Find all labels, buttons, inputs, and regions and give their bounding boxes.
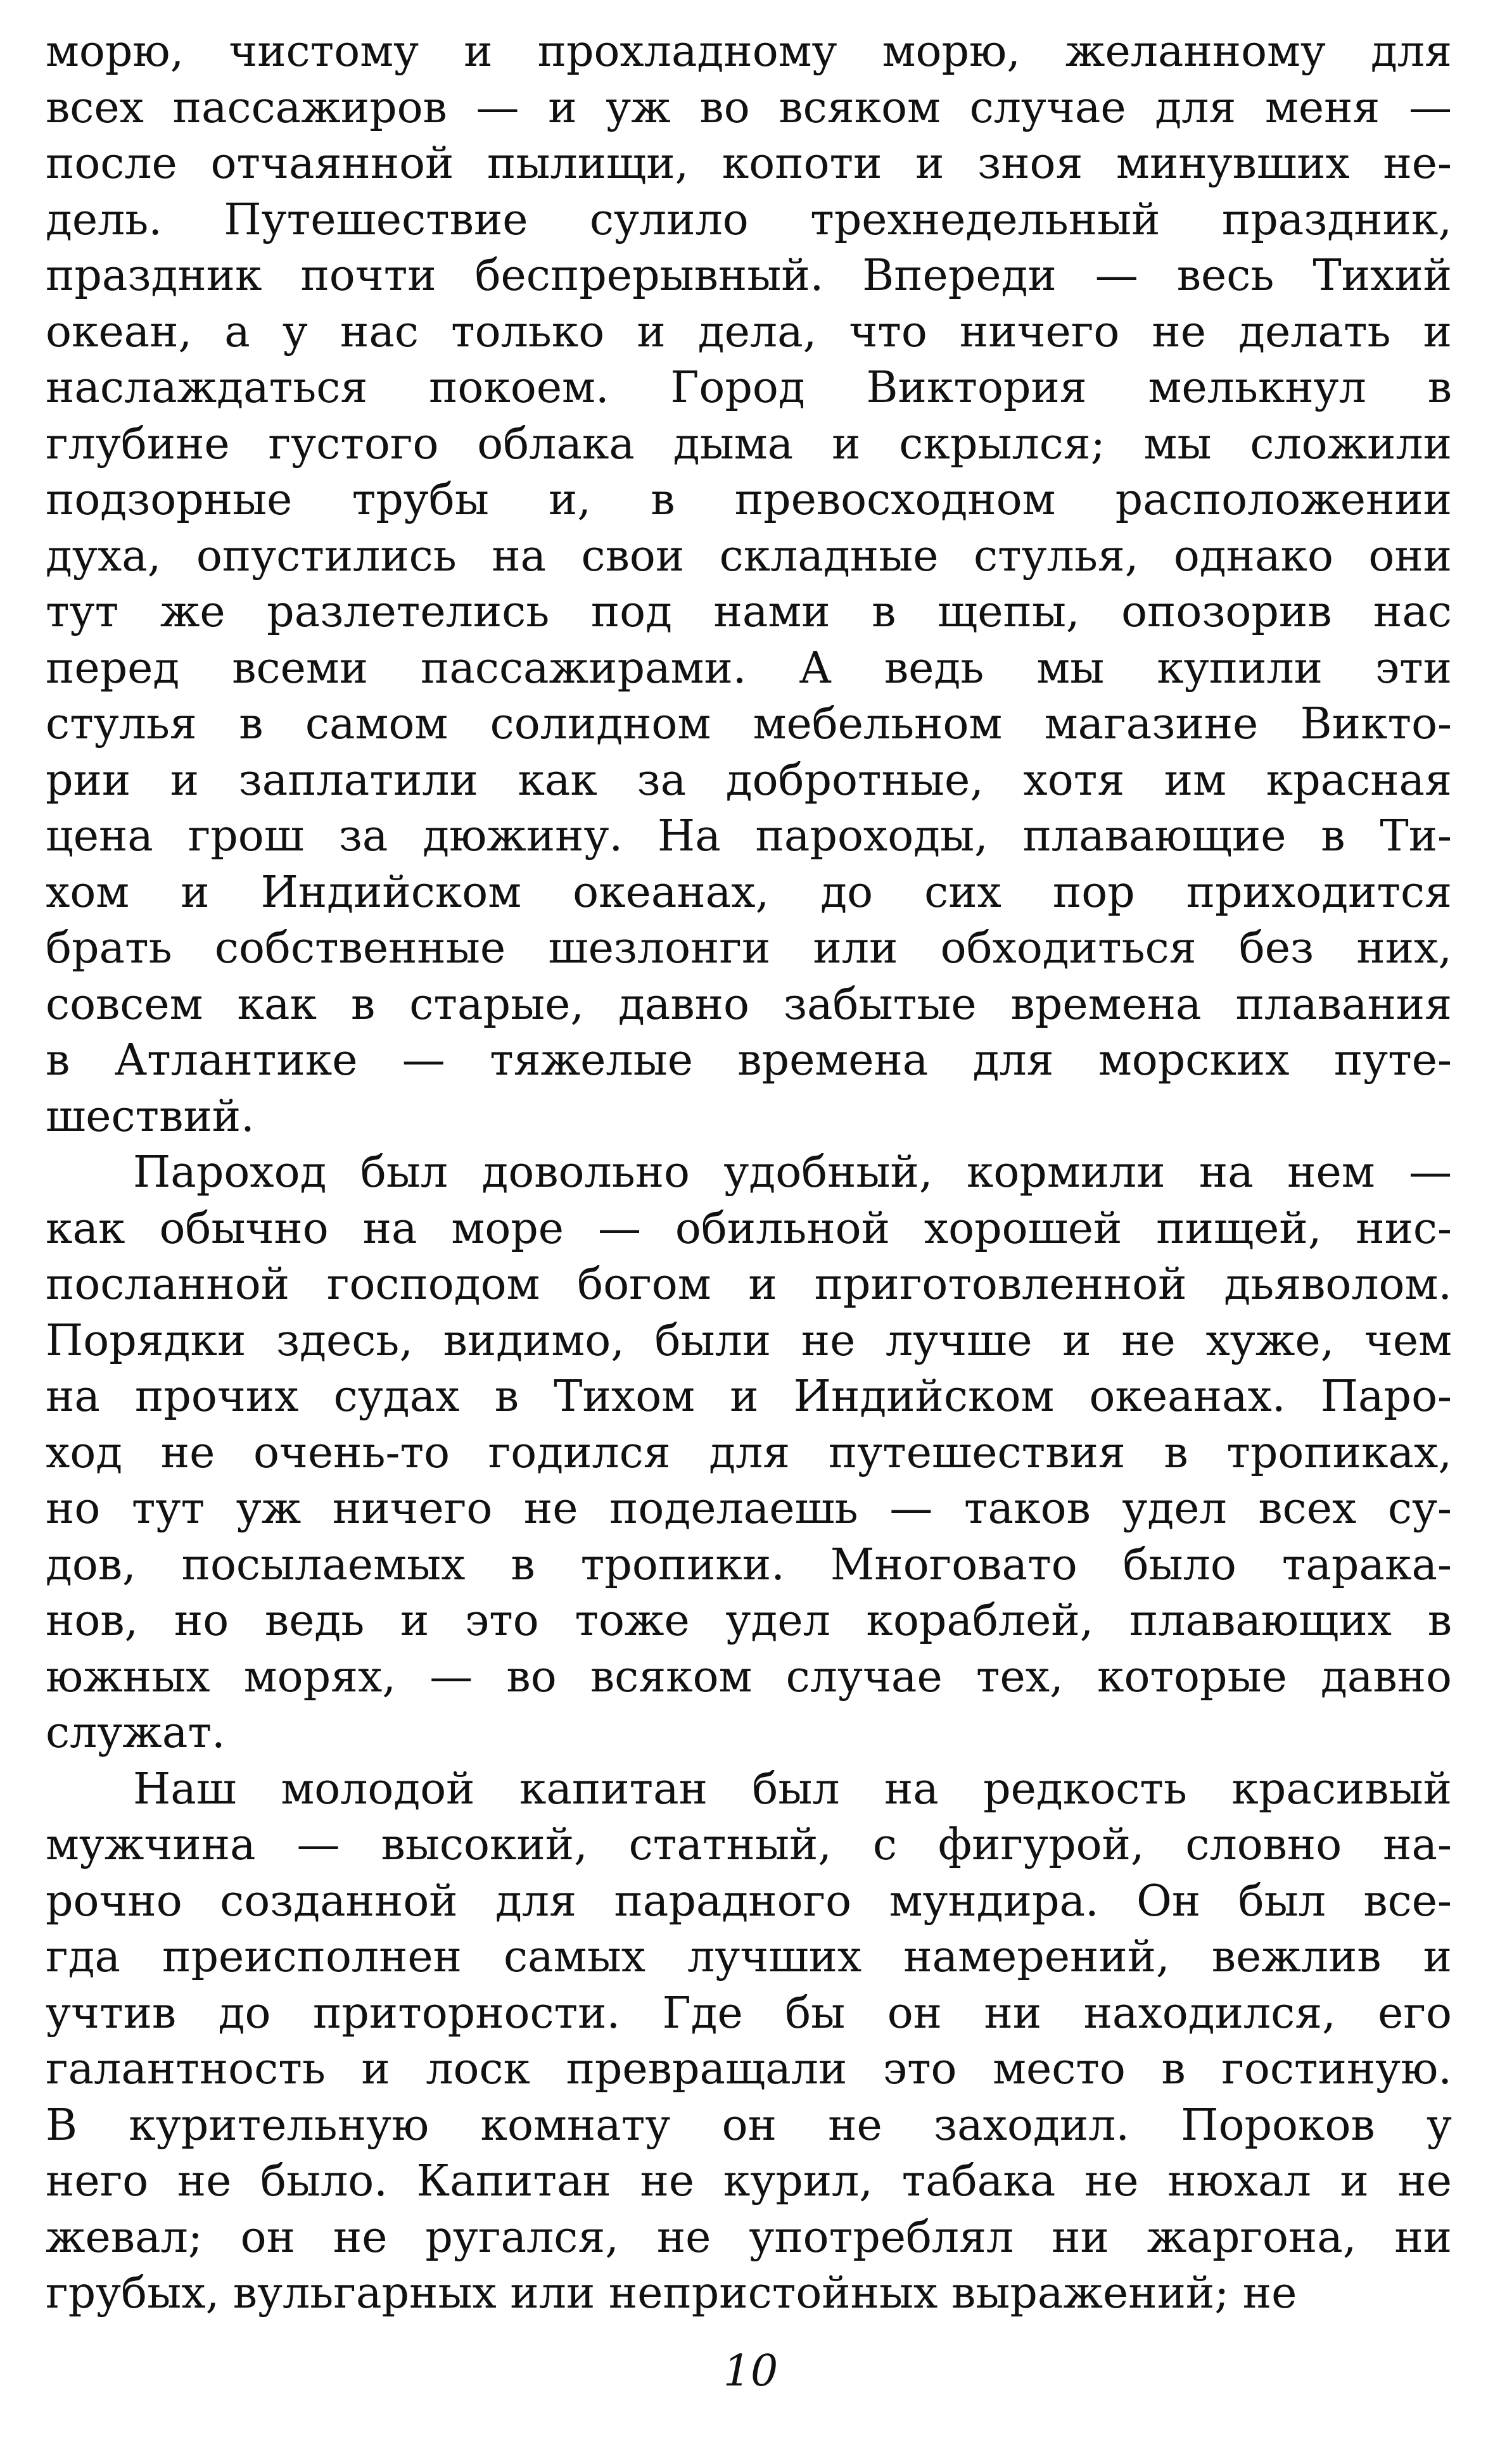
text-line: морю, чистому и прохладному морю, желанному для: [46, 27, 1452, 77]
body-text: [46, 24, 1452, 2322]
text-line: гда преисполнен самых лучших намерений, вежлив и: [46, 1932, 1452, 1982]
text-line: грубых, вульгарных или непристойных выражений; не: [46, 2268, 1297, 2318]
text-line: рочно созданной для парадного мундира. Он был все-: [46, 1876, 1452, 1926]
text-line: нов, но ведь и это тоже удел кораблей, плавающих в: [46, 1596, 1452, 1646]
text-line: в Атлантике — тяжелые времена для морских путе-: [46, 1035, 1452, 1085]
text-line: океан, а у нас только и дела, что ничего не делать и: [46, 306, 1452, 357]
page-number: 10: [723, 2346, 779, 2396]
text-line: служат.: [46, 1708, 226, 1758]
text-line: цена грош за дюжину. На пароходы, плавающие в Ти-: [46, 811, 1452, 861]
text-line: посланной господом богом и приготовленной дьяволом.: [46, 1260, 1452, 1310]
text-line: Порядки здесь, видимо, были не лучше и не хуже, чем: [46, 1315, 1452, 1366]
text-line: но тут уж ничего не поделаешь — таков удел всех су-: [46, 1484, 1452, 1534]
text-line: дель. Путешествие сулило трехнедельный праздник,: [46, 194, 1452, 245]
text-line: шествий.: [46, 1091, 255, 1142]
text-line: на прочих судах в Тихом и Индийском океанах. Паро-: [46, 1372, 1452, 1422]
text-line: всех пассажиров — и уж во всяком случае для меня —: [46, 82, 1452, 133]
text-line: галантность и лоск превращали это место в гостиную.: [46, 2044, 1452, 2094]
text-line: дов, посылаемых в тропики. Многовато было тарака-: [46, 1539, 1452, 1590]
text-line: стулья в самом солидном мебельном магазине Викто-: [46, 699, 1452, 749]
text-line: рии и заплатили как за добротные, хотя им красная: [46, 755, 1452, 806]
text-line: учтив до приторности. Где бы он ни находился, его: [46, 1988, 1452, 2038]
text-line: тут же разлетелись под нами в щепы, опозорив нас: [46, 587, 1452, 637]
text-line: подзорные трубы и, в превосходном расположении: [46, 475, 1452, 525]
text-line: брать собственные шезлонги или обходиться без них,: [46, 923, 1452, 973]
text-line: перед всеми пассажирами. А ведь мы купили эти: [46, 643, 1452, 693]
text-line: хом и Индийском океанах, до сих пор приходится: [46, 867, 1452, 918]
text-line: глубине густого облака дыма и скрылся; мы сложили: [46, 419, 1452, 469]
text-line: совсем как в старые, давно забытые времена плавания: [46, 979, 1452, 1030]
text-line: жевал; он не ругался, не употреблял ни жаргона, ни: [46, 2212, 1452, 2263]
text-line: Пароход был довольно удобный, кормили на нем —: [133, 1147, 1452, 1197]
text-line: наслаждаться покоем. Город Виктория мелькнул в: [46, 363, 1452, 413]
text-line: праздник почти беспрерывный. Впереди — весь Тихий: [46, 251, 1452, 301]
text-line: мужчина — высокий, статный, с фигурой, словно на-: [46, 1820, 1452, 1870]
text-line: ход не очень-то годился для путешествия в тропиках,: [46, 1427, 1452, 1478]
text-line: Наш молодой капитан был на редкость красивый: [133, 1764, 1452, 1814]
text-line: южных морях, — во всяком случае тех, которые давно: [46, 1652, 1452, 1702]
text-line: как обычно на море — обильной хорошей пищей, нис-: [46, 1203, 1452, 1254]
text-line: него не было. Капитан не курил, табака не нюхал и не: [46, 2156, 1452, 2206]
text-line: духа, опустились на свои складные стулья, однако они: [46, 531, 1452, 581]
text-line: после отчаянной пылищи, копоти и зноя минувших не-: [46, 139, 1452, 189]
text-line: В курительную комнату он не заходил. Пороков у: [46, 2100, 1452, 2151]
